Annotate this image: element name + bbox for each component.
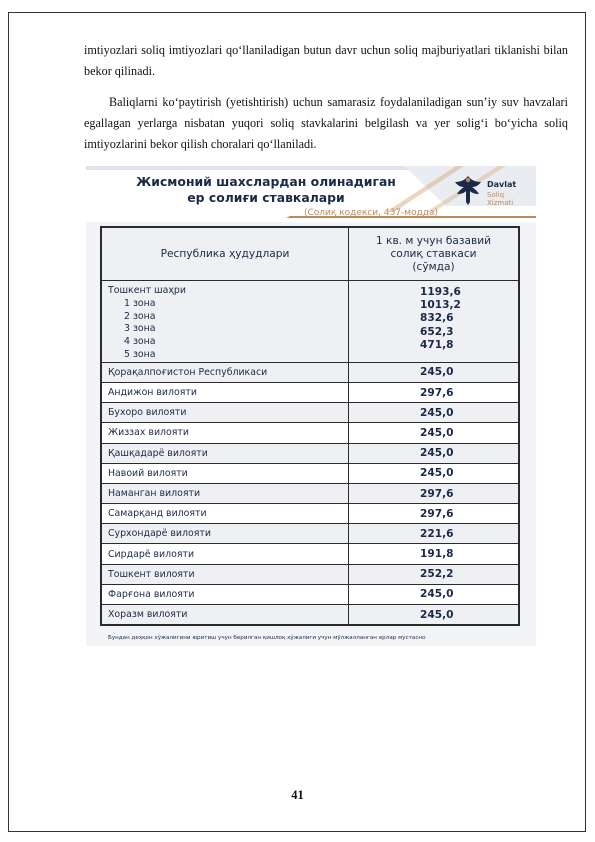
zone-label: 3 зона: [124, 323, 156, 335]
table-row: [102, 564, 519, 584]
table-row: [102, 463, 519, 483]
table-row: [102, 382, 519, 402]
zone-value: 652,3: [420, 325, 454, 338]
header-regions: Республика ҳудудлари: [102, 228, 349, 281]
region-name: Самарқанд вилояти: [102, 504, 349, 524]
zone-value: 471,8: [420, 338, 454, 351]
logo-line2: Soliq: [487, 191, 505, 199]
region-name: Қашқадарё вилояти: [102, 443, 349, 463]
logo-line3: Xizmati: [487, 199, 514, 207]
region-name: Сурхондарё вилояти: [102, 524, 349, 544]
region-name: Фарғона вилояти: [102, 584, 349, 604]
region-rate: 245,0: [349, 443, 519, 463]
region-rate: 245,0: [349, 403, 519, 423]
infographic-subtitle: (Солиқ кодекси, 437-модда): [304, 208, 439, 218]
table-row: [102, 362, 519, 382]
region-rate: 245,0: [349, 362, 519, 382]
table-row: [102, 483, 519, 503]
tashkent-city-values: [349, 281, 519, 363]
region-rate: 245,0: [349, 584, 519, 604]
region-name: Наманган вилояти: [102, 483, 349, 503]
infographic-title-line1: Жисмоний шахслардан олинадиган: [136, 174, 396, 189]
region-rate: 245,0: [349, 423, 519, 443]
region-rate: 297,6: [349, 483, 519, 503]
table-row: [102, 524, 519, 544]
body-paragraph-1: imtiyozlari soliq imtiyozlari qo‘llaniladigan butun davr uchun soliq majburiyatlari tiklanishi bilan bekor qilinadi.: [84, 43, 568, 78]
page-number: 41: [291, 788, 304, 802]
region-name: Хоразм вилояти: [102, 605, 349, 625]
region-name: Тошкент вилояти: [102, 564, 349, 584]
region-name: Андижон вилояти: [102, 382, 349, 402]
region-name: Жиззах вилояти: [102, 423, 349, 443]
region-rate: 297,6: [349, 504, 519, 524]
header-rate-line3: (сўмда): [412, 260, 455, 273]
region-rate: 252,2: [349, 564, 519, 584]
region-name: Қорақалпоғистон Республикаси: [102, 362, 349, 382]
zone-value: 832,6: [420, 312, 454, 325]
zone-label: 4 зона: [124, 336, 156, 348]
tax-rates-infographic: [86, 166, 536, 646]
table-row: [102, 584, 519, 604]
region-name: Сирдарё вилояти: [102, 544, 349, 564]
region-rate: 245,0: [349, 463, 519, 483]
table-row-tashkent-city: [102, 281, 519, 363]
zone-value: 1013,2: [420, 299, 461, 312]
table-header-row: [102, 228, 519, 281]
zone-label: 2 зона: [124, 310, 156, 322]
table-row: [102, 544, 519, 564]
region-rate: 191,8: [349, 544, 519, 564]
region-rate: 221,6: [349, 524, 519, 544]
zone-label: 5 зона: [124, 348, 156, 360]
header-rate-line1: 1 кв. м учун базавий: [375, 234, 492, 247]
region-name: Бухоро вилояти: [102, 403, 349, 423]
table-row: [102, 423, 519, 443]
infographic-footnote: Бундан деҳқон хўжалигини юритиш учун берилган қишлоқ хўжалиги учун мўлжалланган ерлар мустасно: [108, 635, 426, 641]
infographic-title-line2: ер солиғи ставкалари: [187, 190, 345, 205]
tax-rates-table: [100, 226, 520, 626]
zone-value: 1193,6: [420, 286, 461, 298]
table-row: [102, 403, 519, 423]
zone-label: 1 зона: [124, 297, 156, 309]
header-base-rate: [349, 228, 519, 281]
city-name: Тошкент шаҳри: [108, 285, 186, 296]
logo-line1: Davlat: [487, 180, 517, 189]
region-rate: 297,6: [349, 382, 519, 402]
region-rate: 245,0: [349, 605, 519, 625]
table-row: [102, 605, 519, 625]
region-name: Навоий вилояти: [102, 463, 349, 483]
table-row: [102, 504, 519, 524]
body-paragraph-2: Baliqlarni ko‘paytirish (yetishtirish) uchun samarasiz foydalaniladigan sun’iy suv havzalari egallagan yerlarga nisbatan yuqori soliq stavkalarini belgilash va yer solig‘i bo‘yicha soliq imtiyozlarini bekor qilish choralari qo‘llaniladi.: [84, 95, 568, 151]
tashkent-city-cell: [102, 281, 349, 363]
tax-service-logo: [452, 168, 536, 212]
eagle-emblem-icon: [452, 172, 484, 208]
header-rate-line2: солиқ ставкаси: [390, 247, 477, 260]
table-row: [102, 443, 519, 463]
